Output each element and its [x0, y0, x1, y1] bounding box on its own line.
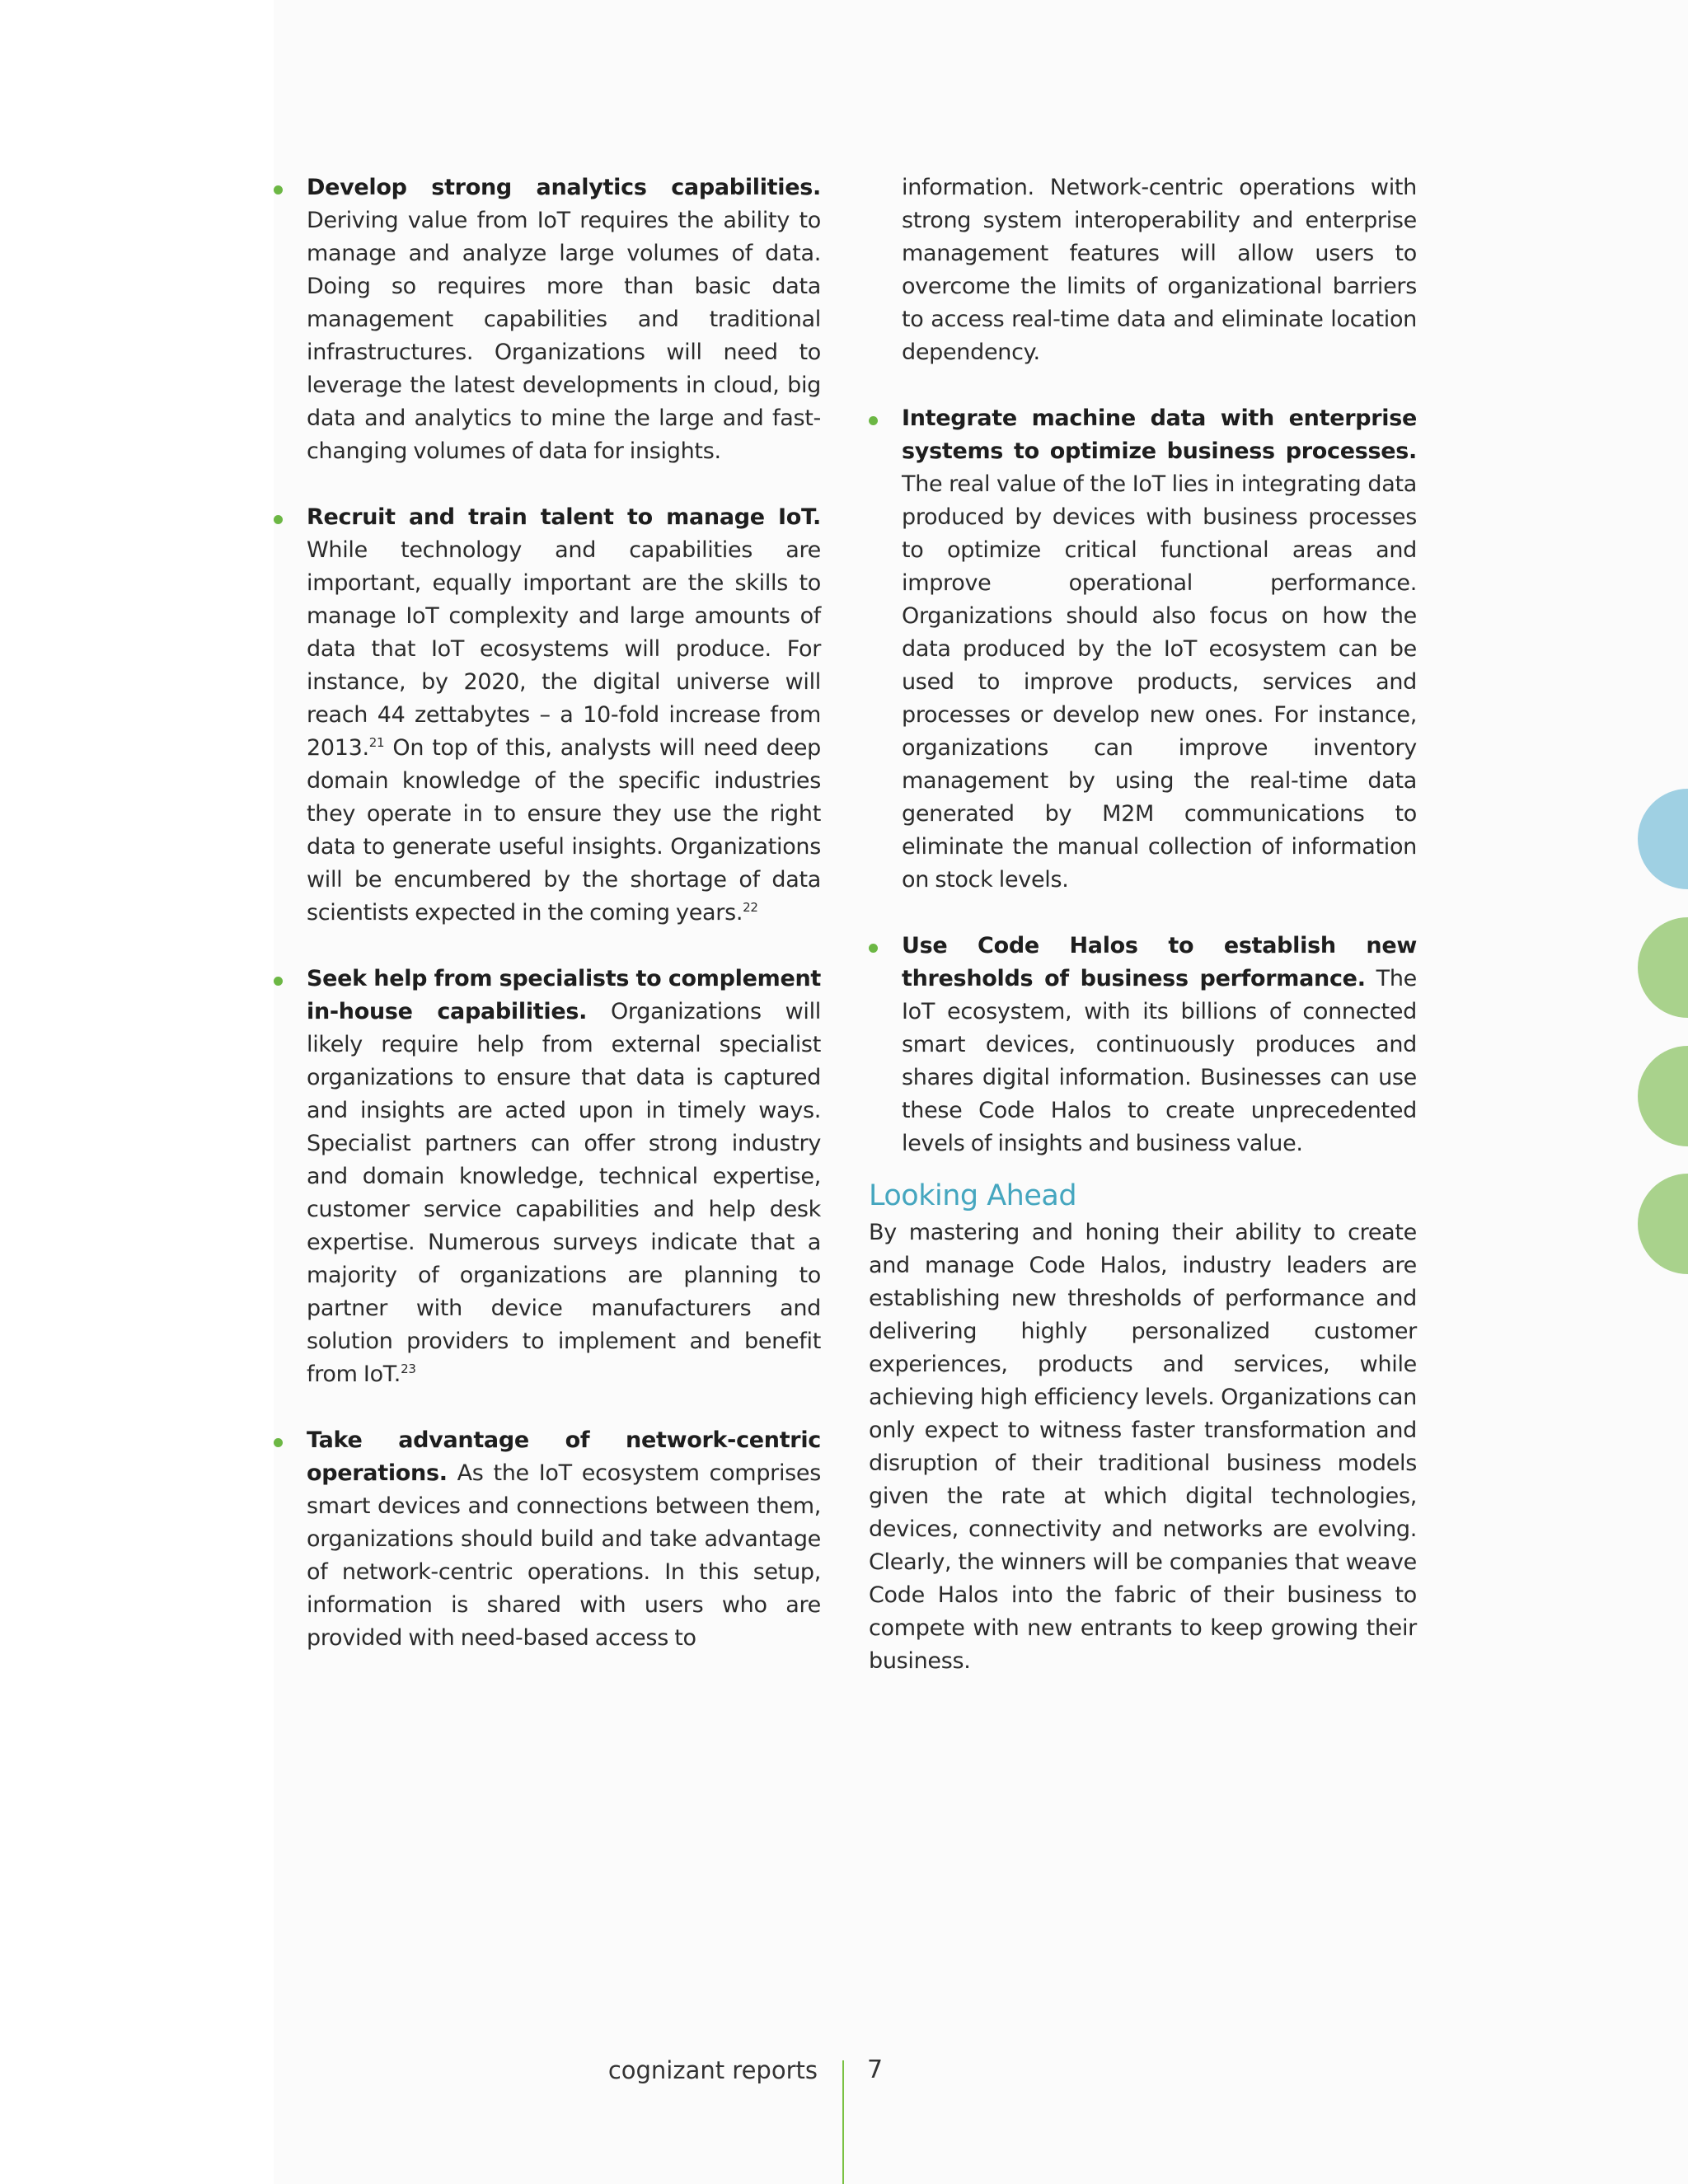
item-body-continued: On top of this, analysts will need deep domain knowledge of the specific industries they operate in to ensure they use the right data to generate useful insights. Organizations will be encumbered by the shortage of data scientists expected in the coming years. [307, 735, 821, 926]
paragraph [307, 963, 821, 1391]
bullet-icon [274, 977, 283, 986]
bullet-icon [274, 515, 283, 524]
item-lead: Take advantage of network-centric operations. [307, 1427, 821, 1486]
paragraph [902, 930, 1417, 1160]
item-body: The IoT ecosystem, with its billions of connected smart devices, continuously produces and shares digital information. Businesses can use these Code Halos to create unprecedented levels of insights and business value. [902, 966, 1417, 1156]
page-number: 7 [867, 2055, 884, 2084]
footnote-ref: 23 [401, 1361, 416, 1376]
left-column [274, 171, 821, 1688]
continued-paragraph: information. Network-centric operations with strong system interoperability and enterprise management features will allow users to overcome the limits of organizational barriers to access real-time data and eliminate location dependency. [902, 175, 1417, 365]
item-lead: Integrate machine data with enterprise systems to optimize business processes. [902, 405, 1417, 464]
right-column [869, 171, 1417, 1678]
list-item [274, 1424, 821, 1655]
bullet-icon [274, 1438, 283, 1447]
item-lead: Use Code Halos to establish new thresholds of business performance. [902, 933, 1417, 991]
list-item [869, 402, 1417, 897]
item-body: Deriving value from IoT requires the ability to manage and analyze large volumes of data. Doing so requires more than basic data management capabilities and traditional infrastructures. Organizations will need to leverage the latest developments in cloud, big data and analytics to mine the large and fast-changing volumes of data for insights. [307, 208, 821, 464]
list-item [274, 963, 821, 1391]
paragraph [307, 1424, 821, 1655]
item-body: Organizations will likely require help from external specialist organizations to ensure that data is captured and insights are acted upon in timely ways. Specialist partners can offer strong industry and domain knowledge, technical expertise, customer service capabilities and help desk expertise. Numerous surveys indicate that a majority of organizations are planning to partner with device manufacturers and solution providers to implement and benefit from IoT. [307, 999, 821, 1387]
item-body: The real value of the IoT lies in integrating data produced by devices with business processes to optimize critical functional areas and improve operational performance. Organizations should also focus on how the data produced by the IoT ecosystem can be used to improve products, services and processes or develop new ones. For instance, organizations can improve inventory management by using the real-time data generated by M2M communications to eliminate the manual collection of information on stock levels. [902, 471, 1417, 893]
footnote-ref: 21 [368, 735, 385, 750]
item-lead: Recruit and train talent to manage IoT. [307, 504, 821, 530]
item-body: While technology and capabilities are important, equally important are the skills to manage IoT complexity and large amounts of data that IoT ecosystems will produce. For instance, by 2020, the digital universe will reach 44 zettabytes – a 10-fold increase from 2013. [307, 537, 821, 761]
footer-publication-label: cognizant reports [607, 2056, 818, 2084]
paragraph [307, 501, 821, 930]
bullet-icon [274, 185, 283, 194]
bullet-icon [869, 416, 878, 425]
item-lead: Develop strong analytics capabilities. [307, 175, 821, 200]
paragraph [902, 402, 1417, 897]
paragraph [307, 171, 821, 468]
list-item [274, 171, 821, 468]
bullet-icon [869, 944, 878, 953]
item-lead: Seek help from specialists to complement in-house capabilities. [307, 966, 821, 1024]
footnote-ref: 22 [743, 900, 758, 915]
section-heading: Looking Ahead [869, 1179, 1077, 1212]
list-item [274, 501, 821, 930]
footer-divider [842, 2060, 844, 2184]
list-item [869, 930, 1417, 1160]
item-body: As the IoT ecosystem comprises smart devices and connections between them, organizations should build and take advantage of network-centric operations. In this setup, information is shared with users who are provided with need-based access to [307, 1460, 821, 1651]
section-paragraph: By mastering and honing their ability to create and manage Code Halos, industry leaders are establishing new thresholds of performance and delivering highly personalized customer experiences, products and services, while achieving high efficiency levels. Organizations can only expect to witness faster transformation and disruption of their traditional business models given the rate at which digital technologies, devices, connectivity and networks are evolving. Clearly, the winners will be companies that weave Code Halos into the fabric of their business to compete with new entrants to keep growing their business. [869, 1220, 1417, 1674]
